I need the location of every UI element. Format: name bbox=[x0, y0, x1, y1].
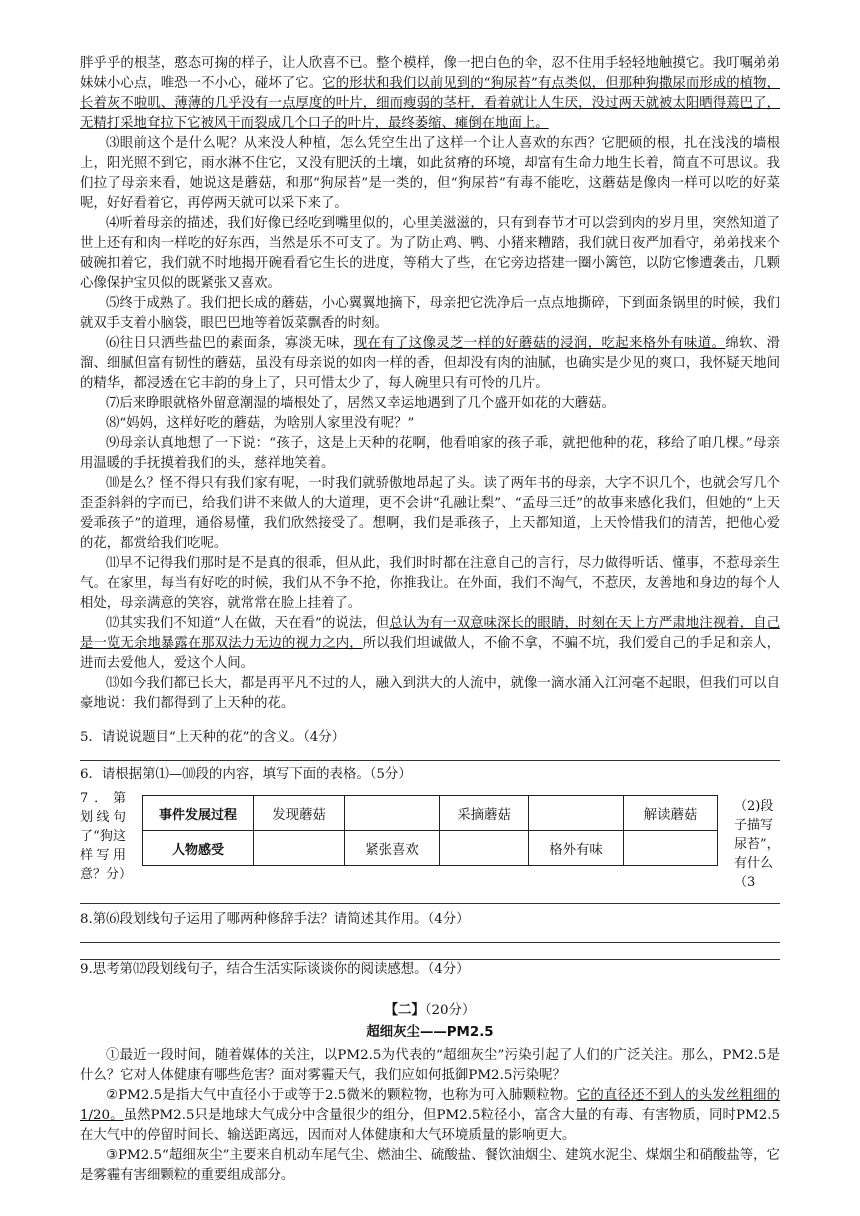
underlined-sentence: 现在有了这像灵芝一样的好蘑菇的浸润，吃起来格外有味道。 bbox=[353, 336, 726, 351]
passage-text: 绵软、滑溜、细腻但富有韧性的蘑菇，虽没有母亲说的如肉一样的香，但却没有肉的油腻，也确实是少见的爽口，我怀疑天地间的精华，都浸透在它丰韵的身上了，只可惜太少了，每人碗里只有可怜的几片。 bbox=[80, 336, 781, 391]
passage-paragraph-5: ⑸终于成熟了。我们把长成的蘑菇，小心翼翼地摘下，母亲把它洗净后一点点地撕碎，下到面条锅里的时候，我们就双手支着小脑袋，眼巴巴地等着饭菜飘香的时刻。 bbox=[80, 296, 780, 331]
table-row bbox=[143, 796, 718, 831]
question-7-right-text: （2)段子描写尿苔”，有什么（3 bbox=[734, 799, 780, 890]
question-9: 9.思考第⑿段划线句子，结合生活实际谈谈你的阅读感想。（4分） bbox=[80, 962, 470, 977]
passage-paragraph-2 bbox=[80, 54, 780, 134]
question-7-row bbox=[80, 789, 780, 907]
passage-paragraph-7: ⑺后来睁眼就格外留意潮湿的墙根处了，居然又幸运地遇到了几个盛开如花的大蘑菇。 bbox=[106, 396, 615, 411]
passage-paragraph-8: ⑻“妈妈，这样好吃的蘑菇，为啥别人家里没有呢？” bbox=[106, 416, 415, 431]
exam-page bbox=[80, 54, 780, 1186]
article-paragraph-3: ③PM2.5“超细灰尘”主要来自机动车尾气尘、燃油尘、硫酸盐、餐饮油烟尘、建筑水泥尘、煤烟尘和硝酸盐等，它是雾霾有害细颗粒的重要组成部分。 bbox=[80, 1148, 780, 1183]
question-6: 6．请根据第⑴—⑽段的内容，填写下面的表格。（5分） bbox=[80, 767, 412, 782]
question-8: 8.第⑹段划线句子运用了哪两种修辞手法？请简述其作用。（4分） bbox=[80, 912, 470, 927]
article-text: ②PM2.5是指大气中直径小于或等于2.5微米的颗粒物，也称为可入肺颗粒物。 bbox=[106, 1088, 577, 1103]
passage-text: 所以我们坦诚做人，不偷不拿，不骗不坑，我们爱自己的手足和亲人，进而去爱他人，爱这个人间。 bbox=[80, 636, 781, 671]
passage-paragraph-12 bbox=[80, 614, 780, 674]
passage-paragraph-10: ⑽是么？怪不得只有我们家有呢，一时我们就骄傲地昂起了头。读了两年书的母亲，大字不识几个，也就会写几个歪歪斜斜的字而已，给我们讲不来做人的大道理，更不会讲“孔融让梨”、“孟母三迁”的故事来感化我们，但她的“上天爱乖孩子”的道理，通俗易懂，我们欣然接受了。想啊，我们是乖孩子，上天都知道，上天怜惜我们的清苦，把他心爱的花，都赏给我们吃呢。 bbox=[80, 476, 780, 551]
table-cell: 紧张喜欢 bbox=[345, 831, 440, 866]
table-cell: 采摘蘑菇 bbox=[440, 796, 529, 831]
table-row bbox=[143, 831, 718, 866]
table-cell-blank[interactable] bbox=[529, 796, 624, 831]
table-cell: 发现蘑菇 bbox=[254, 796, 345, 831]
passage-text: 胖乎乎的根茎，憨态可掬的样子，让人欣喜不已。整个模样，像一把白色的伞，忍不住用手轻轻地触摸它。我叮嘱弟弟妹妹小心点，唯恐一不小心，碰坏了它。 bbox=[80, 56, 780, 91]
section-score: （20分） bbox=[424, 1003, 476, 1018]
question-5: 5．请说说题目“上天种的花”的含义。（4分） bbox=[80, 730, 346, 745]
underlined-sentence: 总认为有一双意味深长的眼睛，时刻在天上方严肃地注视着，自己是一览无余地暴露在那双法力无边的视力之内， bbox=[80, 616, 780, 651]
passage-paragraph-13: ⒀如今我们都已长大，都是再平凡不过的人，融入到洪大的人流中，就像一滴水涌入江河毫不起眼，但我们可以自豪地说：我们都得到了上天种的花。 bbox=[80, 676, 780, 711]
table-cell-blank[interactable] bbox=[440, 831, 529, 866]
answer-line bbox=[80, 942, 780, 943]
passage-paragraph-3: ⑶眼前这个是什么呢？从来没人种植，怎么凭空生出了这样一个让人喜欢的东西？它肥硕的根，扎在浅浅的墙根上，阳光照不到它，雨水淋不住它，又没有肥沃的土壤，如此贫瘠的环境，却富有生命力地生长着，简直不可思议。我们拉了母亲来看，她说这是蘑菇，和那“狗尿苔”是一类的，但“狗尿苔”有毒不能吃，这蘑菇是像肉一样可以吃的好菜呢，好好看着它，再停两天就可以采下来了。 bbox=[80, 136, 780, 211]
underlined-sentence: 它的形状和我们以前见到的“狗尿苔”有点类似，但那种狗撒尿而形成的植物，长着灰不啦叽、薄薄的几乎没有一点厚度的叶片，细而瘦弱的茎杆，看着就让人生厌，没过两天就被太阳晒得蔫巴了，无精打采地耷拉下它被风干而裂成几个口子的叶片，最终萎缩、瘫倒在地面上。 bbox=[80, 76, 780, 131]
passage-paragraph-9: ⑼母亲认真地想了一下说：“孩子，这是上天种的花啊，他看咱家的孩子乖，就把他种的花，移给了咱几棵。”母亲用温暖的手抚摸着我们的头，慈祥地笑着。 bbox=[80, 436, 780, 471]
article-text: 虽然PM2.5只是地球大气成分中含量很少的组分，但PM2.5粒径小，富含大量的有毒、有害物质，同时PM2.5在大气中的停留时间长、输送距离远，因而对人体健康和大气环境质量的影响更大。 bbox=[80, 1108, 781, 1143]
table-header-cell: 事件发展过程 bbox=[143, 796, 254, 831]
underlined-sentence: 它的直径还不到人的头发丝粗细的1/20。 bbox=[80, 1088, 780, 1123]
table-cell: 格外有味 bbox=[529, 831, 624, 866]
table-cell-blank[interactable] bbox=[345, 796, 440, 831]
section-heading bbox=[80, 1000, 780, 1022]
passage-paragraph-6 bbox=[80, 334, 780, 394]
table-header-cell: 人物感受 bbox=[143, 831, 254, 866]
table-cell-blank[interactable] bbox=[624, 831, 718, 866]
passage-paragraph-4: ⑷听着母亲的描述，我们好像已经吃到嘴里似的，心里美滋滋的，只有到春节才可以尝到肉的岁月里，突然知道了世上还有和肉一样吃的好东西，当然是乐不可支了。为了防止鸡、鸭、小猪来糟踏，我们就日夜严加看守，弟弟找来个破碗扣着它，我们就不时地揭开碗看看它生长的进度，等稍大了些，在它旁边搭建一圈小篱笆，以防它惨遭袭击，几颗心像保护宝贝似的既紧张又喜欢。 bbox=[80, 216, 780, 291]
article-paragraph-2 bbox=[80, 1086, 780, 1146]
section-number: 【二】 bbox=[384, 1003, 425, 1018]
passage-paragraph-11: ⑾早不记得我们那时是不是真的很乖，但从此，我们时时都在注意自己的言行，尽力做得听话、懂事，不惹母亲生气。在家里，每当有好吃的时候，我们从不争不抢，你推我让。在外面，我们不淘气，不惹厌，友善地和身边的每个人相处，母亲满意的笑容，就常常在脸上挂着了。 bbox=[80, 556, 780, 611]
article-paragraph-1: ①最近一段时间，随着媒体的关注，以PM2.5为代表的“超细灰尘”污染引起了人们的广泛关注。那么，PM2.5是什么？它对人体健康有哪些危害？面对雾霾天气，我们应如何抵御PM2.5污染呢？ bbox=[80, 1048, 780, 1083]
answer-table bbox=[142, 795, 718, 866]
answer-line bbox=[80, 760, 780, 761]
question-7-left-text: 7．第划线句了“狗这样写用意？分） bbox=[80, 791, 133, 882]
table-cell-blank[interactable] bbox=[254, 831, 345, 866]
article-title: 超细灰尘——PM2.5 bbox=[366, 1025, 494, 1040]
passage-text: ⑿其实我们不知道“人在做，天在看”的说法，但 bbox=[106, 616, 390, 631]
passage-text: ⑹往日只洒些盐巴的素面条，寡淡无味， bbox=[106, 336, 354, 351]
table-cell: 解读蘑菇 bbox=[624, 796, 718, 831]
